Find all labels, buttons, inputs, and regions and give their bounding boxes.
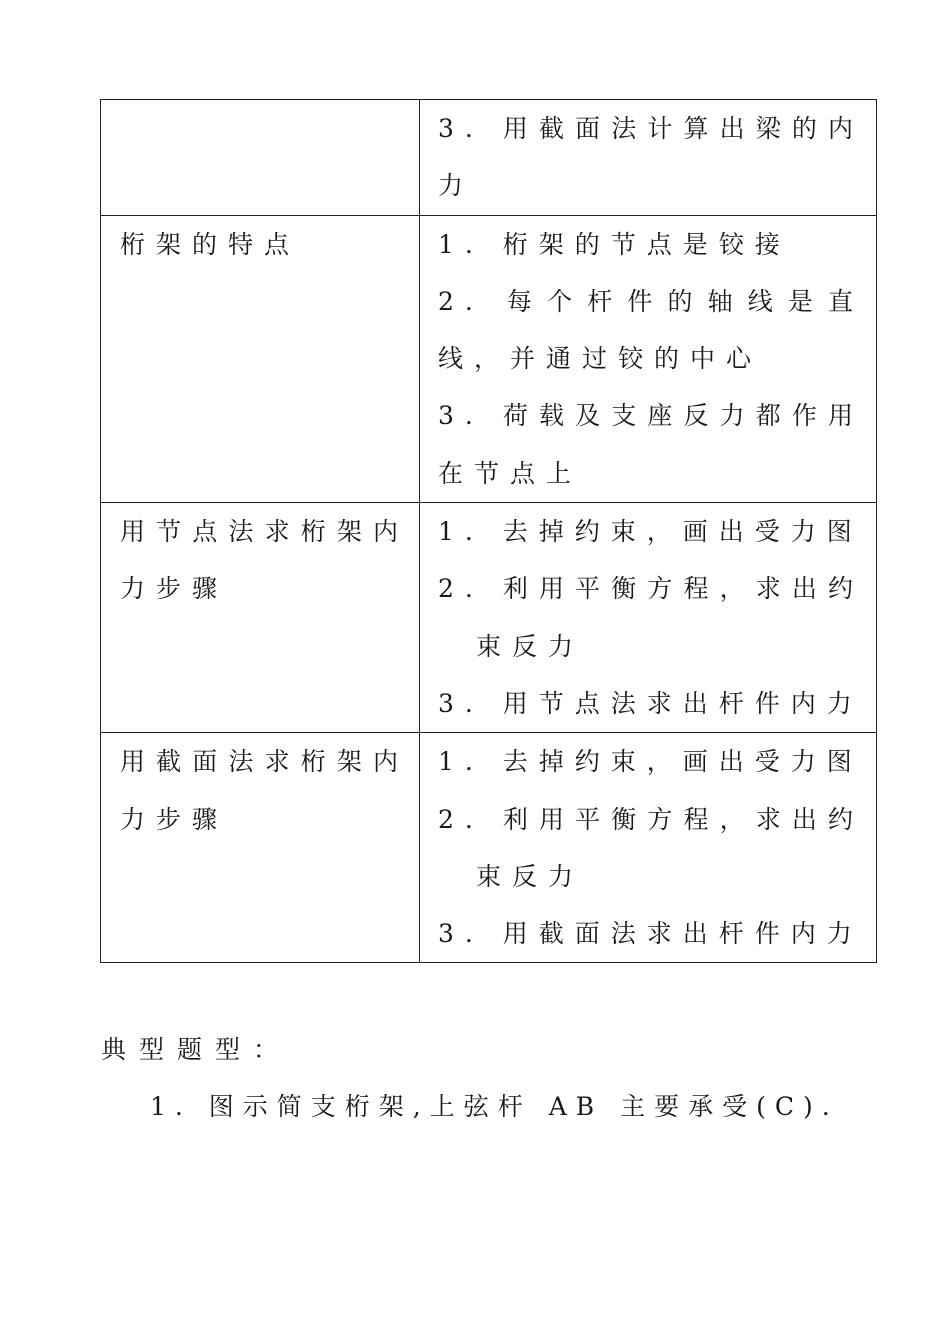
table-row xyxy=(101,733,877,963)
list-item: 3. 用截面法求出杆件内力 xyxy=(438,919,863,949)
list-item: 1. 去掉约束，画出受力图 xyxy=(438,517,863,547)
list-item: 3. 用截面法计算出梁的内力 xyxy=(438,114,864,201)
list-item: 1. 去掉约束，画出受力图 xyxy=(438,747,863,777)
table-row xyxy=(101,215,877,502)
table-row xyxy=(101,503,877,733)
row-content-cell xyxy=(420,100,877,216)
table-row xyxy=(101,100,877,216)
section-heading: 典型题型： xyxy=(101,1035,292,1064)
row-topic-cell xyxy=(101,100,420,216)
list-item: 2. 利用平衡方程，求出约束反力 xyxy=(438,574,864,661)
list-item: 1. 桁架的节点是铰接 xyxy=(438,229,791,259)
row-topic-cell: 用节点法求桁架内力步骤 xyxy=(101,503,420,733)
summary-table xyxy=(100,99,877,963)
list-item: 2. 利用平衡方程，求出约束反力 xyxy=(438,804,864,891)
row-topic-cell: 桁架的特点 xyxy=(101,215,420,502)
list-item: 2. 每个杆件的轴线是直线，并通过铰的中心 xyxy=(438,286,864,374)
row-topic-cell: 用截面法求桁架内力步骤 xyxy=(101,733,420,963)
row-content-cell xyxy=(420,733,877,963)
row-content-cell xyxy=(420,215,877,502)
question-text: 1. 图示简支桁架,上弦杆 AB 主要承受(C). xyxy=(150,1092,839,1121)
list-item: 3. 用节点法求出杆件内力 xyxy=(438,688,863,718)
list-item: 3. 荷载及支座反力都作用在节点上 xyxy=(438,401,864,488)
row-content-cell xyxy=(420,503,877,733)
